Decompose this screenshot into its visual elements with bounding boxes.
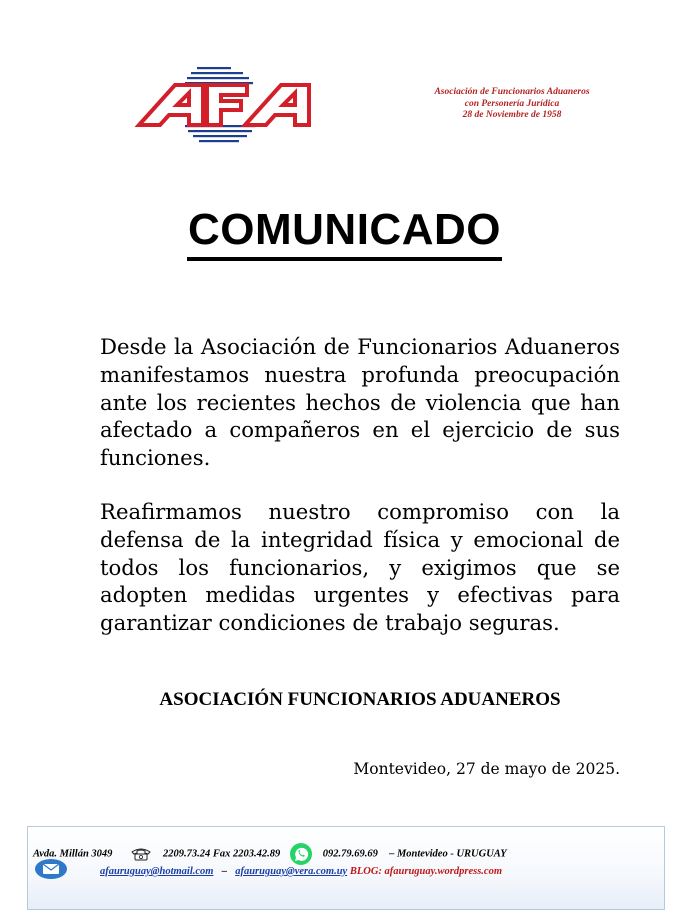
document-title [0, 204, 689, 261]
org-header-line1: Asociación de Funcionarios Aduaneros [434, 87, 590, 97]
date-line: Montevideo, 27 de mayo de 2025. [353, 760, 620, 778]
footer-web-line [100, 866, 502, 877]
paragraph-1: Desde la Asociación de Funcionarios Aduaneros manifestamos nuestra profunda preocupación ante los recientes hechos de violencia que han afectado a compañeros en el ejercicio de sus funciones. [100, 334, 620, 471]
blog-label: BLOG: [349, 866, 382, 877]
afa-logo [133, 63, 315, 148]
phone-fax: 2209.73.24 Fax 2203.42.89 [162, 848, 281, 860]
blog-link[interactable]: afauruguay.wordpress.com [384, 866, 503, 877]
location: – Montevideo - URUGUAY [389, 848, 507, 860]
email-separator: – [221, 866, 227, 877]
address: Avda. Millán 3049 [33, 848, 113, 860]
email-link-hotmail[interactable]: afauruguay@hotmail.com [100, 866, 214, 877]
afa-letters [139, 85, 309, 125]
paragraph-2: Reafirmamos nuestro compromiso con la defensa de la integridad física y emocional de todos los funcionarios, y exigimos que se adopten medidas urgentes y efectivas para garantizar condiciones de trabajo seguras. [100, 499, 620, 636]
email-icon [34, 858, 68, 880]
org-header-line3: 28 de Noviembre de 1958 [462, 110, 562, 120]
email-link-vera[interactable]: afauruguay@vera.com.uy [235, 866, 348, 877]
signature: ASOCIACIÓN FUNCIONARIOS ADUANEROS [159, 689, 561, 710]
title-text: COMUNICADO [187, 204, 502, 261]
whatsapp-number: 092.79.69.69 [322, 848, 378, 860]
phone-icon [130, 847, 152, 861]
org-header-line2: con Personería Jurídica [464, 98, 560, 109]
footer-contact-line [33, 842, 507, 866]
whatsapp-icon [289, 842, 313, 866]
contact-footer [27, 826, 665, 910]
organization-header [396, 87, 628, 122]
